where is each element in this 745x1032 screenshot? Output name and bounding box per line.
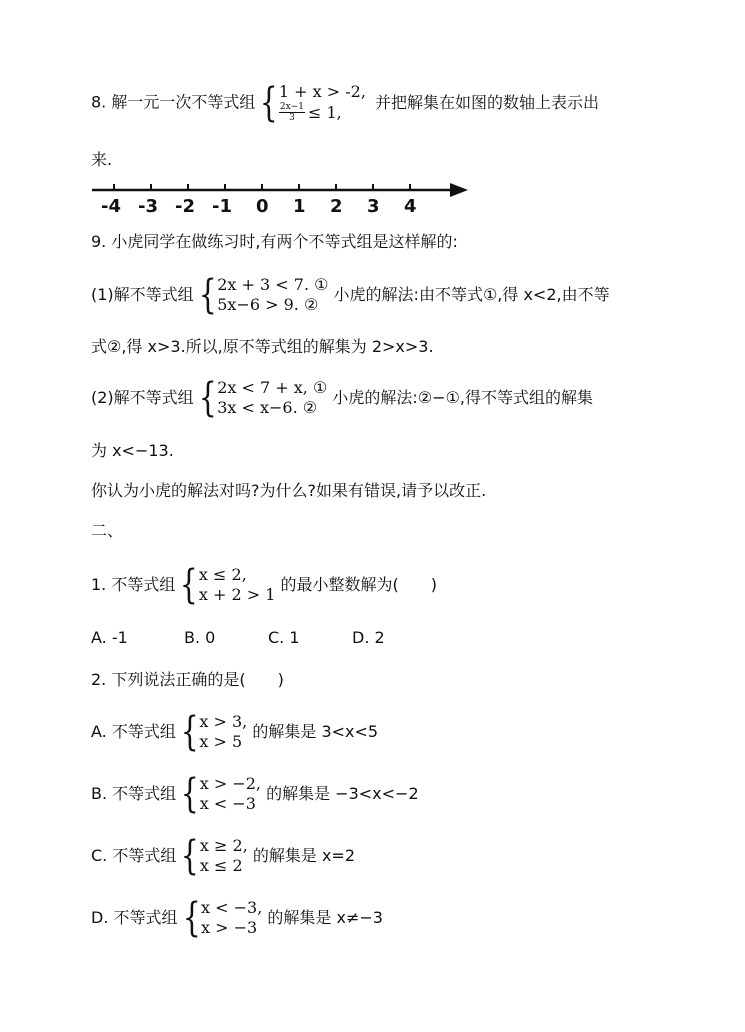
q8-eq1: 1 + x > -2, [278, 82, 366, 101]
s2-q2-option-b: B. 不等式组 { x > −2, x < −3 的解集是 −3<x<−2 [91, 771, 419, 817]
s2-q1-system [180, 562, 276, 608]
s2-q1-eq1: x ≤ 2, [198, 565, 247, 584]
number-line-tick-label: -3 [138, 196, 158, 217]
number-line-tick-label: 3 [367, 196, 380, 217]
brace-icon: { [180, 562, 199, 608]
number-line-tick-label: 4 [404, 196, 417, 217]
number-line-tick-label: -2 [175, 196, 195, 217]
s2-q2-option-a: A. 不等式组 { x > 3, x > 5 的解集是 3<x<5 [91, 709, 379, 755]
number-line [90, 176, 470, 226]
option-b: B. 0 [184, 628, 216, 647]
arrow-right-icon [450, 183, 468, 197]
q9-p2-eq1: 2x < 7 + x, ① [217, 378, 328, 397]
q9-part2 [91, 375, 593, 421]
brace-icon: { [180, 709, 199, 755]
q9-p2-eq2: 3x < x−6. ② [217, 398, 318, 417]
s2-q2-a-system: { x > 3, x > 5 [180, 709, 248, 755]
option-c: C. 1 [268, 628, 300, 647]
brace-icon: { [182, 895, 201, 941]
q8-line2: 来. [91, 150, 113, 169]
option-a: A. -1 [91, 628, 128, 647]
s2-q2-option-d: D. 不等式组 { x < −3, x > −3 的解集是 x≠−3 [91, 895, 383, 941]
number-line-tick-label: 1 [293, 196, 306, 217]
q8-eq2: $\frac{2x-1}{3}$ ≤ 1, [279, 102, 342, 123]
s2-q1 [91, 562, 438, 608]
s2-q2-d-system: { x < −3, x > −3 [182, 895, 263, 941]
brace-icon: { [260, 79, 279, 126]
number-line-tick-label: 0 [256, 196, 269, 217]
brace-icon: { [181, 833, 200, 879]
q9-p1-text1: 小虎的解法:由不等式①,得 x<2,由不等 [333, 285, 610, 304]
number-line-tick-label: -1 [212, 196, 232, 217]
s2-q2-b-system: { x > −2, x < −3 [181, 771, 261, 817]
brace-icon: { [198, 272, 217, 318]
q9-p2-prefix: (2)解不等式组 [91, 388, 194, 407]
s2-q2-title: 2. 下列说法正确的是( ) [91, 670, 284, 689]
q8-suffix: 并把解集在如图的数轴上表示出 [375, 92, 600, 112]
s2-q1-prefix: 1. 不等式组 [91, 575, 176, 594]
section2-heading: 二、 [91, 521, 124, 540]
number-line-tick-label: -4 [101, 196, 121, 217]
q9-p2-text2: 为 x<−13. [91, 441, 174, 460]
q8-system [260, 79, 366, 126]
number-line-tick-label: 2 [330, 196, 343, 217]
brace-icon: { [198, 375, 217, 421]
q9-title: 9. 小虎同学在做练习时,有两个不等式组是这样解的: [91, 232, 458, 251]
q9-p1-system [198, 272, 329, 318]
q9-p1-eq1: 2x + 3 < 7. ① [217, 275, 329, 294]
q8-fraction: $\frac{2x-1}{3}$ [279, 102, 304, 123]
s2-q2-option-c: C. 不等式组 { x ≥ 2, x ≤ 2 的解集是 x=2 [91, 833, 356, 879]
q9-p2-system [198, 375, 328, 421]
q8-line1 [91, 79, 600, 126]
q9-p1-eq2: 5x−6 > 9. ② [217, 295, 319, 314]
q9-p2-text1: 小虎的解法:②−①,得不等式组的解集 [332, 388, 593, 407]
s2-q1-suffix: 的最小整数解为( ) [280, 575, 438, 594]
s2-q1-eq2: x + 2 > 1 [198, 585, 276, 604]
brace-icon: { [181, 771, 199, 817]
q8-prefix: 8. 解一元一次不等式组 [91, 92, 256, 112]
q9-part1 [91, 272, 610, 318]
q9-question: 你认为小虎的解法对吗?为什么?如果有错误,请予以改正. [91, 481, 487, 500]
option-d: D. 2 [352, 628, 385, 647]
q9-p1-prefix: (1)解不等式组 [91, 285, 194, 304]
s2-q2-c-system: { x ≥ 2, x ≤ 2 [181, 833, 248, 879]
q9-p1-text2: 式②,得 x>3.所以,原不等式组的解集为 2>x>3. [91, 337, 434, 356]
